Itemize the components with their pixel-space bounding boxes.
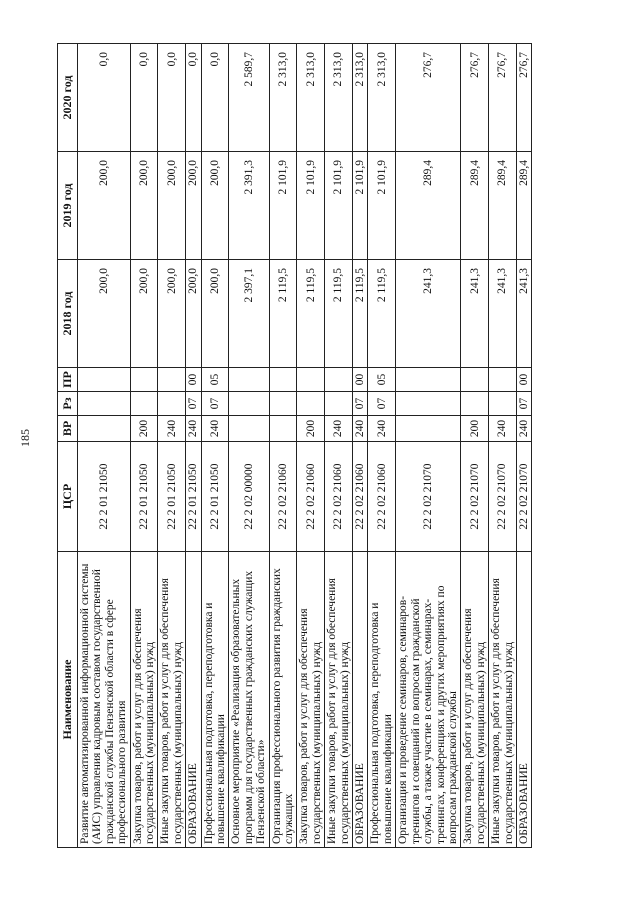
row-pr: [158, 368, 186, 392]
row-value-2019: 289,4: [516, 152, 531, 260]
table-row: [269, 44, 297, 848]
row-value-2020: 276,7: [516, 44, 531, 152]
row-csr: 22 2 02 21070: [516, 442, 531, 552]
row-csr: 22 2 01 21050: [186, 442, 201, 552]
row-rz: [269, 392, 297, 416]
row-value-2018: 200,0: [77, 260, 130, 368]
table-row: [489, 44, 517, 848]
row-csr: 22 2 02 21070: [489, 442, 517, 552]
row-value-2019: 289,4: [489, 152, 517, 260]
row-pr: [461, 368, 489, 392]
header-rz: Рз: [58, 392, 78, 416]
row-vr: 240: [489, 416, 517, 442]
row-vr: [269, 416, 297, 442]
row-value-2018: 200,0: [130, 260, 158, 368]
row-csr: 22 2 02 21060: [368, 442, 396, 552]
row-value-2020: 2 589,7: [229, 44, 269, 152]
row-pr: [269, 368, 297, 392]
header-name: Наименование: [58, 552, 78, 848]
row-rz: 07: [368, 392, 396, 416]
row-value-2019: 2 101,9: [269, 152, 297, 260]
table-row: [229, 44, 269, 848]
row-value-2020: 2 313,0: [325, 44, 353, 152]
row-pr: [130, 368, 158, 392]
row-value-2020: 2 313,0: [368, 44, 396, 152]
row-csr: 22 2 01 21050: [158, 442, 186, 552]
page-number: 185: [18, 429, 32, 447]
row-value-2019: 200,0: [77, 152, 130, 260]
row-rz: [158, 392, 186, 416]
header-vr: ВР: [58, 416, 78, 442]
row-value-2020: 0,0: [186, 44, 201, 152]
row-value-2019: 289,4: [396, 152, 461, 260]
table-row: [516, 44, 531, 848]
row-value-2019: 2 101,9: [325, 152, 353, 260]
row-vr: [229, 416, 269, 442]
header-pr: ПР: [58, 368, 78, 392]
table-row: [368, 44, 396, 848]
table-row: [297, 44, 325, 848]
row-value-2020: 2 313,0: [353, 44, 368, 152]
row-vr: 240: [186, 416, 201, 442]
row-name: Закупка товаров, работ и услуг для обеспечения государственных (муниципальных) нужд: [461, 552, 489, 848]
row-rz: [297, 392, 325, 416]
table-header-row: [58, 44, 78, 848]
row-vr: [77, 416, 130, 442]
row-pr: 00: [353, 368, 368, 392]
row-value-2019: 200,0: [186, 152, 201, 260]
row-value-2020: 0,0: [130, 44, 158, 152]
row-value-2018: 200,0: [201, 260, 229, 368]
row-value-2019: 2 101,9: [353, 152, 368, 260]
row-name: ОБРАЗОВАНИЕ: [516, 552, 531, 848]
row-csr: 22 2 02 21060: [269, 442, 297, 552]
header-2019: 2019 год: [58, 152, 78, 260]
row-rz: [77, 392, 130, 416]
row-value-2018: 2 397,1: [229, 260, 269, 368]
row-value-2019: 2 391,3: [229, 152, 269, 260]
row-pr: 05: [201, 368, 229, 392]
row-value-2018: 241,3: [516, 260, 531, 368]
row-name: Профессиональная подготовка, переподготовка и повышение квалификации: [201, 552, 229, 848]
row-value-2019: 200,0: [130, 152, 158, 260]
row-name: Организация профессионального развития гражданских служащих: [269, 552, 297, 848]
budget-table: [57, 43, 532, 848]
header-2018: 2018 год: [58, 260, 78, 368]
row-name: Иные закупки товаров, работ и услуг для обеспечения государственных (муниципальных) нужд: [325, 552, 353, 848]
row-name: Закупка товаров, работ и услуг для обеспечения государственных (муниципальных) нужд: [130, 552, 158, 848]
row-rz: [325, 392, 353, 416]
row-vr: 240: [368, 416, 396, 442]
row-rz: [461, 392, 489, 416]
row-csr: 22 2 02 00000: [229, 442, 269, 552]
row-pr: [325, 368, 353, 392]
row-value-2018: 200,0: [186, 260, 201, 368]
row-value-2019: 200,0: [201, 152, 229, 260]
table-row: [77, 44, 130, 848]
header-2020: 2020 год: [58, 44, 78, 152]
table-row: [325, 44, 353, 848]
row-value-2019: 2 101,9: [368, 152, 396, 260]
row-rz: [130, 392, 158, 416]
row-pr: 05: [368, 368, 396, 392]
row-pr: [489, 368, 517, 392]
row-value-2018: 241,3: [461, 260, 489, 368]
table-row: [186, 44, 201, 848]
row-csr: 22 2 01 21050: [201, 442, 229, 552]
row-value-2018: 200,0: [158, 260, 186, 368]
row-value-2018: 241,3: [489, 260, 517, 368]
row-name: ОБРАЗОВАНИЕ: [186, 552, 201, 848]
row-rz: [396, 392, 461, 416]
table-row: [201, 44, 229, 848]
row-csr: 22 2 02 21070: [461, 442, 489, 552]
row-value-2019: 200,0: [158, 152, 186, 260]
row-name: Закупка товаров, работ и услуг для обеспечения государственных (муниципальных) нужд: [297, 552, 325, 848]
row-name: Развитие автоматизированной информационной системы (АИС) управления кадровым составом государственной гражданской службы Пензенской области в сфере профессионального развития: [77, 552, 130, 848]
row-vr: [396, 416, 461, 442]
row-name: Иные закупки товаров, работ и услуг для обеспечения государственных (муниципальных) нужд: [158, 552, 186, 848]
row-rz: 07: [186, 392, 201, 416]
row-name: Профессиональная подготовка, переподготовка и повышение квалификации: [368, 552, 396, 848]
row-value-2018: 2 119,5: [368, 260, 396, 368]
row-csr: 22 2 01 21050: [77, 442, 130, 552]
row-value-2018: 2 119,5: [269, 260, 297, 368]
row-vr: 240: [201, 416, 229, 442]
row-value-2018: 2 119,5: [353, 260, 368, 368]
row-vr: 240: [158, 416, 186, 442]
row-vr: 200: [461, 416, 489, 442]
row-csr: 22 2 02 21070: [396, 442, 461, 552]
row-pr: [396, 368, 461, 392]
row-csr: 22 2 01 21050: [130, 442, 158, 552]
table-row: [158, 44, 186, 848]
row-value-2020: 276,7: [489, 44, 517, 152]
row-vr: 200: [297, 416, 325, 442]
row-rz: [229, 392, 269, 416]
row-value-2020: 276,7: [396, 44, 461, 152]
row-pr: 00: [186, 368, 201, 392]
table-row: [461, 44, 489, 848]
row-vr: 240: [353, 416, 368, 442]
row-value-2019: 2 101,9: [297, 152, 325, 260]
row-pr: 00: [516, 368, 531, 392]
rotated-page-content: [57, 44, 617, 848]
row-vr: 240: [516, 416, 531, 442]
row-pr: [297, 368, 325, 392]
table-row: [353, 44, 368, 848]
row-value-2018: 2 119,5: [325, 260, 353, 368]
row-rz: 07: [201, 392, 229, 416]
row-name: ОБРАЗОВАНИЕ: [353, 552, 368, 848]
row-value-2019: 289,4: [461, 152, 489, 260]
row-rz: 07: [516, 392, 531, 416]
row-value-2020: 0,0: [158, 44, 186, 152]
row-rz: 07: [353, 392, 368, 416]
row-csr: 22 2 02 21060: [353, 442, 368, 552]
row-name: Основное мероприятие «Реализация образовательных программ для государственных гражданских служащих Пензенской области»: [229, 552, 269, 848]
row-value-2020: 0,0: [77, 44, 130, 152]
row-value-2020: 2 313,0: [269, 44, 297, 152]
row-name: Иные закупки товаров, работ и услуг для обеспечения государственных (муниципальных) нужд: [489, 552, 517, 848]
row-pr: [229, 368, 269, 392]
row-value-2018: 241,3: [396, 260, 461, 368]
row-value-2020: 0,0: [201, 44, 229, 152]
row-name: Организация и проведение семинаров, семинаров-тренингов и совещаний по вопросам гражданской службы, а также участие в семинарах, семинарах-тренингах, конференциях и других мероприятиях по вопросам гражданской службы: [396, 552, 461, 848]
row-csr: 22 2 02 21060: [325, 442, 353, 552]
table-row: [130, 44, 158, 848]
row-vr: 200: [130, 416, 158, 442]
row-vr: 240: [325, 416, 353, 442]
row-value-2020: 2 313,0: [297, 44, 325, 152]
row-value-2020: 276,7: [461, 44, 489, 152]
table-row: [396, 44, 461, 848]
row-value-2018: 2 119,5: [297, 260, 325, 368]
header-csr: ЦСР: [58, 442, 78, 552]
row-csr: 22 2 02 21060: [297, 442, 325, 552]
row-pr: [77, 368, 130, 392]
row-rz: [489, 392, 517, 416]
